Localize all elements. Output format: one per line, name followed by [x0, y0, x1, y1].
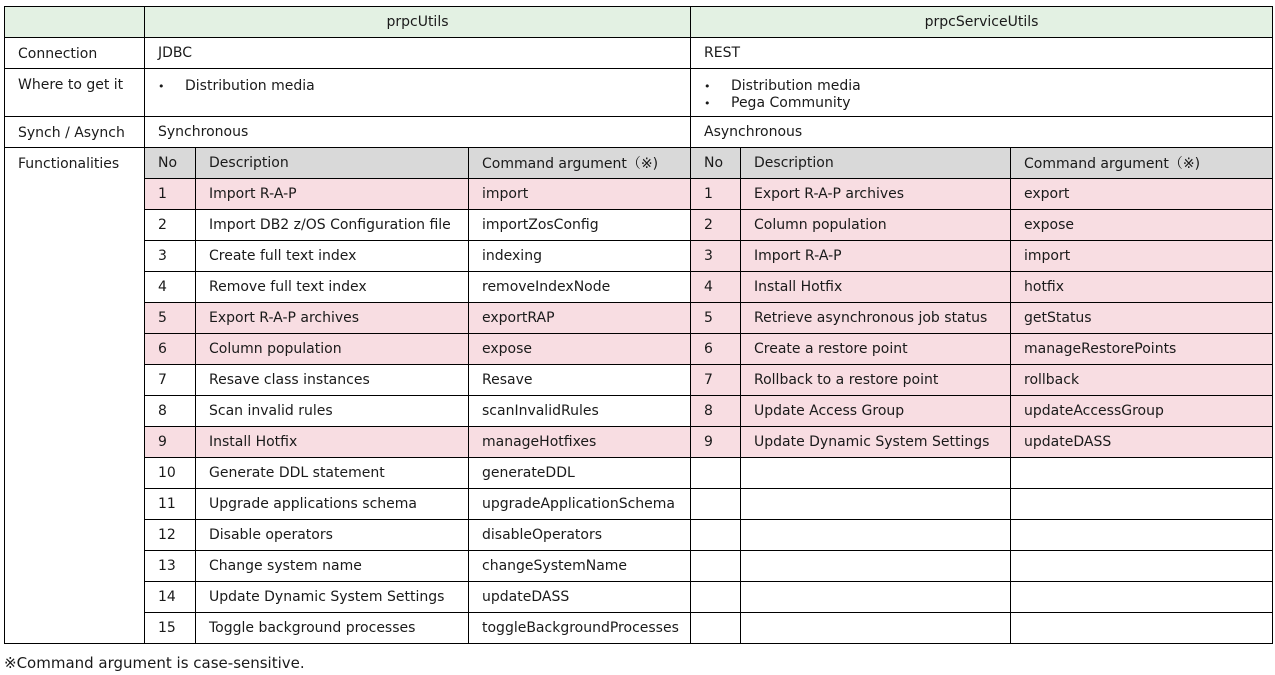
left-argument-cell: exportRAP	[469, 303, 691, 334]
connection-row	[5, 38, 1273, 69]
left-argument-cell: generateDDL	[469, 458, 691, 489]
left-no-cell: 2	[145, 210, 196, 241]
right-no-cell: 9	[691, 427, 741, 458]
right-no-cell	[691, 582, 741, 613]
right-no-cell: 2	[691, 210, 741, 241]
bullet-item: • Distribution media	[158, 78, 677, 95]
where-right-list	[704, 78, 1259, 112]
right-argument-cell: getStatus	[1011, 303, 1273, 334]
left-argument-cell: manageHotfixes	[469, 427, 691, 458]
right-argument-cell: hotfix	[1011, 272, 1273, 303]
right-description-cell	[741, 582, 1011, 613]
right-argument-cell: updateDASS	[1011, 427, 1273, 458]
left-argument-cell: removeIndexNode	[469, 272, 691, 303]
left-no-cell: 13	[145, 551, 196, 582]
left-no-cell: 15	[145, 613, 196, 644]
left-argument-cell: scanInvalidRules	[469, 396, 691, 427]
left-description-cell: Create full text index	[196, 241, 469, 272]
right-description-cell	[741, 489, 1011, 520]
right-no-cell: 1	[691, 179, 741, 210]
left-description-cell: Generate DDL statement	[196, 458, 469, 489]
table-row	[5, 458, 1273, 489]
right-argument-cell	[1011, 582, 1273, 613]
right-argument-cell	[1011, 520, 1273, 551]
where-row	[5, 69, 1273, 117]
right-argument-cell	[1011, 489, 1273, 520]
sync-row	[5, 117, 1273, 148]
where-left-list	[158, 78, 677, 95]
footnote: ※Command argument is case-sensitive.	[4, 654, 305, 672]
header-corner-cell	[5, 7, 145, 38]
left-no-cell: 4	[145, 272, 196, 303]
table-row	[5, 427, 1273, 458]
left-description-cell: Column population	[196, 334, 469, 365]
where-left-cell	[145, 69, 691, 117]
right-argument-cell: rollback	[1011, 365, 1273, 396]
left-no-cell: 6	[145, 334, 196, 365]
header-row	[5, 7, 1273, 38]
left-no-cell: 9	[145, 427, 196, 458]
right-description-cell: Rollback to a restore point	[741, 365, 1011, 396]
right-argument-cell	[1011, 613, 1273, 644]
right-description-cell: Update Dynamic System Settings	[741, 427, 1011, 458]
right-description-cell: Install Hotfix	[741, 272, 1011, 303]
left-no-cell: 14	[145, 582, 196, 613]
left-argument-cell: importZosConfig	[469, 210, 691, 241]
where-right-cell	[691, 69, 1273, 117]
table-row	[5, 396, 1273, 427]
table-row	[5, 520, 1273, 551]
left-argument-cell: expose	[469, 334, 691, 365]
left-argument-cell: changeSystemName	[469, 551, 691, 582]
right-no-cell: 7	[691, 365, 741, 396]
connection-label: Connection	[5, 38, 145, 69]
right-description-cell	[741, 520, 1011, 551]
table-row	[5, 179, 1273, 210]
right-argument-cell: export	[1011, 179, 1273, 210]
left-description-cell: Upgrade applications schema	[196, 489, 469, 520]
table-row	[5, 303, 1273, 334]
left-description-cell: Resave class instances	[196, 365, 469, 396]
left-no-cell: 12	[145, 520, 196, 551]
left-description-cell: Change system name	[196, 551, 469, 582]
left-description-cell: Toggle background processes	[196, 613, 469, 644]
right-no-cell: 8	[691, 396, 741, 427]
left-no-cell: 10	[145, 458, 196, 489]
right-description-cell	[741, 458, 1011, 489]
bullet-item: • Distribution media	[704, 78, 1259, 95]
table-row	[5, 241, 1273, 272]
left-description-cell: Scan invalid rules	[196, 396, 469, 427]
left-no-cell: 11	[145, 489, 196, 520]
right-no-cell: 5	[691, 303, 741, 334]
left-no-cell: 5	[145, 303, 196, 334]
table-row	[5, 272, 1273, 303]
right-argument-cell	[1011, 551, 1273, 582]
left-description-cell: Import R-A-P	[196, 179, 469, 210]
bullet-item: • Pega Community	[704, 95, 1259, 112]
comparison-table	[4, 6, 1273, 644]
table-row	[5, 613, 1273, 644]
right-no-cell	[691, 551, 741, 582]
right-description-cell: Column population	[741, 210, 1011, 241]
right-argument-header: Command argument（※)	[1011, 148, 1273, 179]
left-argument-cell: disableOperators	[469, 520, 691, 551]
left-no-cell: 7	[145, 365, 196, 396]
right-no-cell: 3	[691, 241, 741, 272]
right-description-cell	[741, 551, 1011, 582]
connection-left-value: JDBC	[145, 38, 691, 69]
left-description-cell: Export R-A-P archives	[196, 303, 469, 334]
left-argument-cell: import	[469, 179, 691, 210]
left-no-cell: 8	[145, 396, 196, 427]
left-argument-header: Command argument（※)	[469, 148, 691, 179]
left-description-header: Description	[196, 148, 469, 179]
table-row	[5, 365, 1273, 396]
left-description-cell: Remove full text index	[196, 272, 469, 303]
left-description-cell: Update Dynamic System Settings	[196, 582, 469, 613]
right-no-cell	[691, 458, 741, 489]
right-tool-header: prpcServiceUtils	[691, 7, 1273, 38]
functionalities-subheader-row	[5, 148, 1273, 179]
left-no-cell: 1	[145, 179, 196, 210]
right-argument-cell	[1011, 458, 1273, 489]
right-description-cell: Create a restore point	[741, 334, 1011, 365]
left-argument-cell: indexing	[469, 241, 691, 272]
right-no-cell: 6	[691, 334, 741, 365]
connection-right-value: REST	[691, 38, 1273, 69]
left-argument-cell: updateDASS	[469, 582, 691, 613]
sync-right-value: Asynchronous	[691, 117, 1273, 148]
right-description-header: Description	[741, 148, 1011, 179]
left-description-cell: Import DB2 z/OS Configuration file	[196, 210, 469, 241]
left-description-cell: Install Hotfix	[196, 427, 469, 458]
right-description-cell: Update Access Group	[741, 396, 1011, 427]
right-no-cell	[691, 489, 741, 520]
left-argument-cell: toggleBackgroundProcesses	[469, 613, 691, 644]
right-description-cell	[741, 613, 1011, 644]
right-argument-cell: updateAccessGroup	[1011, 396, 1273, 427]
right-description-cell: Retrieve asynchronous job status	[741, 303, 1011, 334]
table-row	[5, 489, 1273, 520]
sync-label: Synch / Asynch	[5, 117, 145, 148]
right-no-cell: 4	[691, 272, 741, 303]
right-description-cell: Import R-A-P	[741, 241, 1011, 272]
table-row	[5, 210, 1273, 241]
left-tool-header: prpcUtils	[145, 7, 691, 38]
right-description-cell: Export R-A-P archives	[741, 179, 1011, 210]
sync-left-value: Synchronous	[145, 117, 691, 148]
left-description-cell: Disable operators	[196, 520, 469, 551]
right-argument-cell: import	[1011, 241, 1273, 272]
left-no-header: No	[145, 148, 196, 179]
functionalities-label: Functionalities	[5, 148, 145, 644]
right-argument-cell: manageRestorePoints	[1011, 334, 1273, 365]
left-no-cell: 3	[145, 241, 196, 272]
right-no-header: No	[691, 148, 741, 179]
right-argument-cell: expose	[1011, 210, 1273, 241]
where-label: Where to get it	[5, 69, 145, 117]
table-row	[5, 551, 1273, 582]
table-row	[5, 582, 1273, 613]
left-argument-cell: upgradeApplicationSchema	[469, 489, 691, 520]
right-no-cell	[691, 613, 741, 644]
left-argument-cell: Resave	[469, 365, 691, 396]
right-no-cell	[691, 520, 741, 551]
table-row	[5, 334, 1273, 365]
